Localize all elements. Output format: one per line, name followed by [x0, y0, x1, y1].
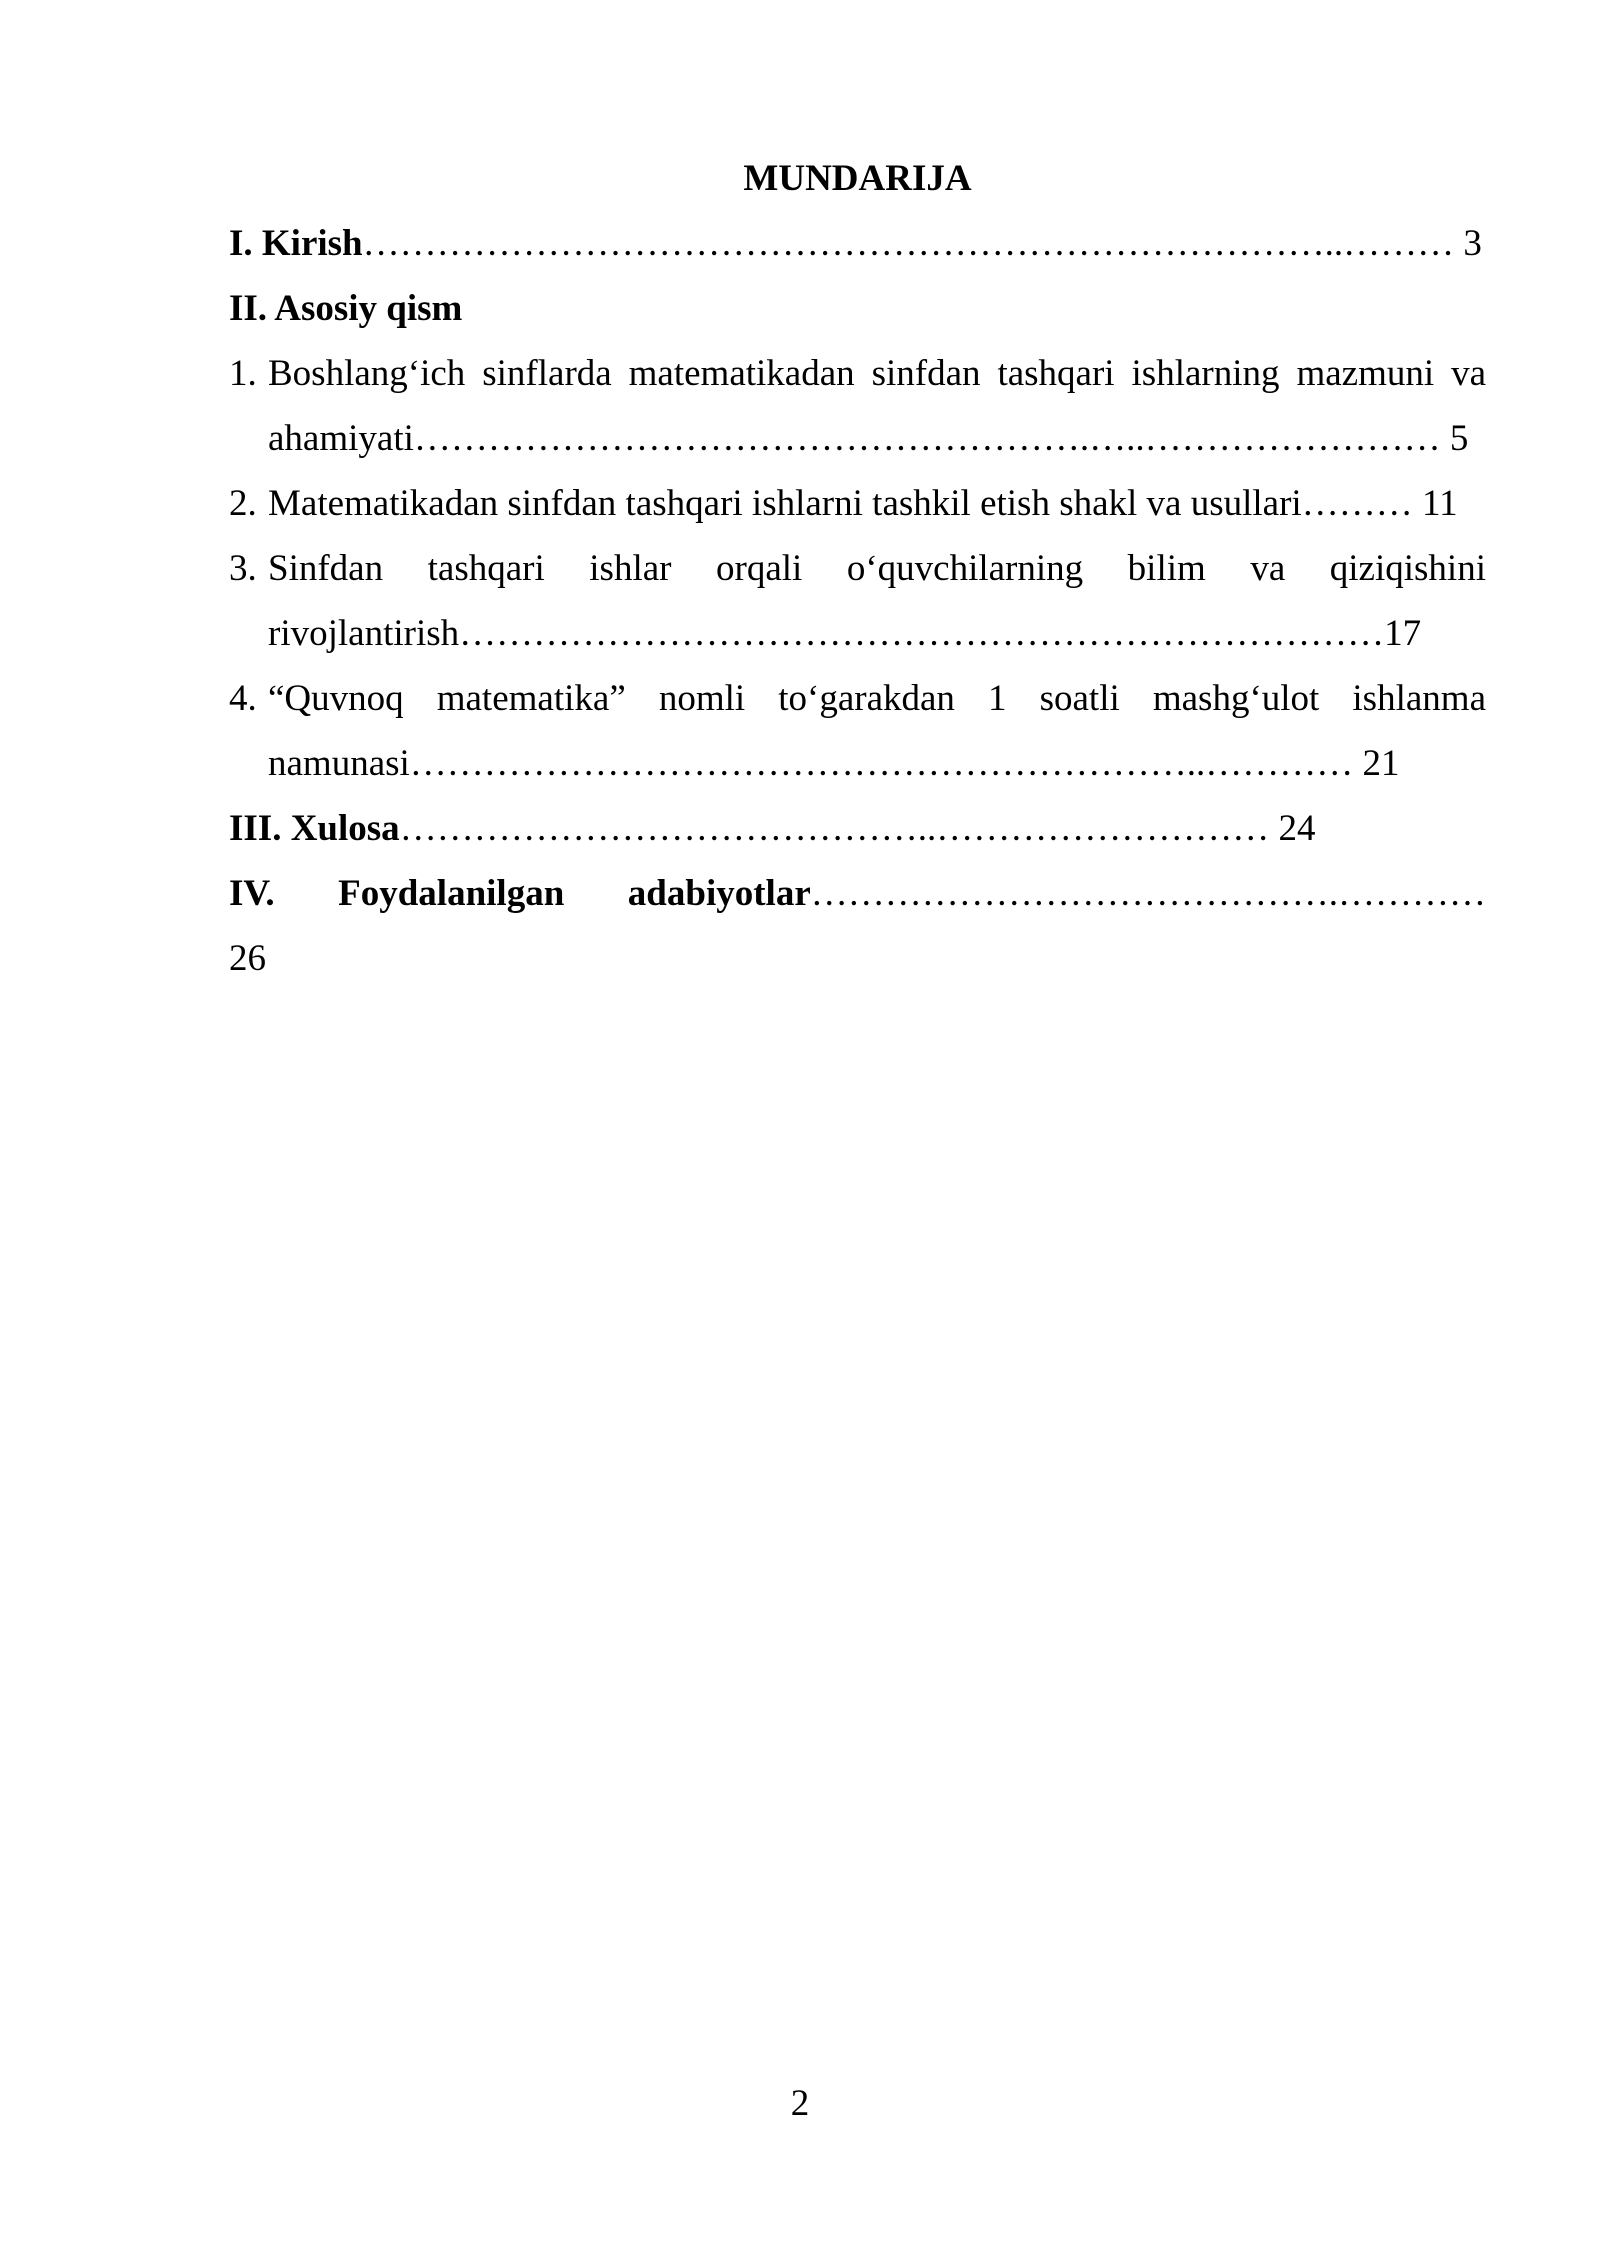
toc-entry-label: III. Xulosa	[229, 808, 400, 849]
toc-leader-dots: ……………………………………..……………………… 24	[399, 808, 1316, 849]
toc-leader-dots: ……………………………………………………………………..………	[362, 223, 1455, 264]
toc-entry-item-3	[229, 536, 1486, 666]
toc-leader-dots: …………………………………….…………	[810, 873, 1486, 914]
toc-entry-item-1	[229, 341, 1486, 471]
toc-entry-line-continuation: ahamiyati……………………………………………….…..…………………… 5	[268, 418, 1469, 459]
toc-entry-line	[229, 341, 1486, 406]
toc-entry-main-part: II. Asosiy qism	[229, 288, 463, 329]
table-of-contents	[229, 146, 1486, 991]
toc-entry-conclusion	[229, 796, 1486, 861]
toc-item-text: Boshlang‘ich sinflarda matematikadan sinfdan tashqari ishlarning mazmuni va	[268, 353, 1486, 394]
toc-page-number: 3	[1454, 223, 1482, 264]
toc-entry-line	[229, 471, 1486, 536]
toc-entry-line	[229, 536, 1486, 601]
toc-item-text: Sinfdan tashqari ishlar orqali o‘quvchilarning bilim va qiziqishini	[268, 548, 1486, 589]
toc-entry-references	[229, 861, 1486, 926]
toc-entry-label: I. Kirish	[229, 223, 363, 264]
toc-entry-label: IV. Foydalanilgan adabiyotlar	[229, 873, 811, 914]
toc-heading: MUNDARIJA	[743, 158, 972, 199]
footer-page-number: 2	[790, 2083, 810, 2124]
toc-item-number: 1.	[229, 353, 257, 394]
toc-entry-intro	[229, 211, 1486, 276]
toc-item-text: Matematikadan sinfdan tashqari ishlarni tashkil etish shakl va usullari……… 11	[268, 483, 1458, 524]
toc-item-text: “Quvnoq matematika” nomli to‘garakdan 1 soatli mashg‘ulot ishlanma	[268, 678, 1486, 719]
toc-entry-item-4	[229, 666, 1486, 796]
toc-entry-line-continuation: rivojlantirish…………………………………………………………………17	[268, 613, 1422, 654]
toc-item-number: 4.	[229, 678, 257, 719]
toc-item-number: 3.	[229, 548, 257, 589]
toc-page-number: 26	[229, 938, 266, 979]
toc-entry-line	[229, 666, 1486, 731]
toc-entry-line-continuation: namunasi………………………………………………………..………… 21	[268, 743, 1400, 784]
toc-item-number: 2.	[229, 483, 257, 524]
toc-entry-item-2	[229, 471, 1486, 536]
